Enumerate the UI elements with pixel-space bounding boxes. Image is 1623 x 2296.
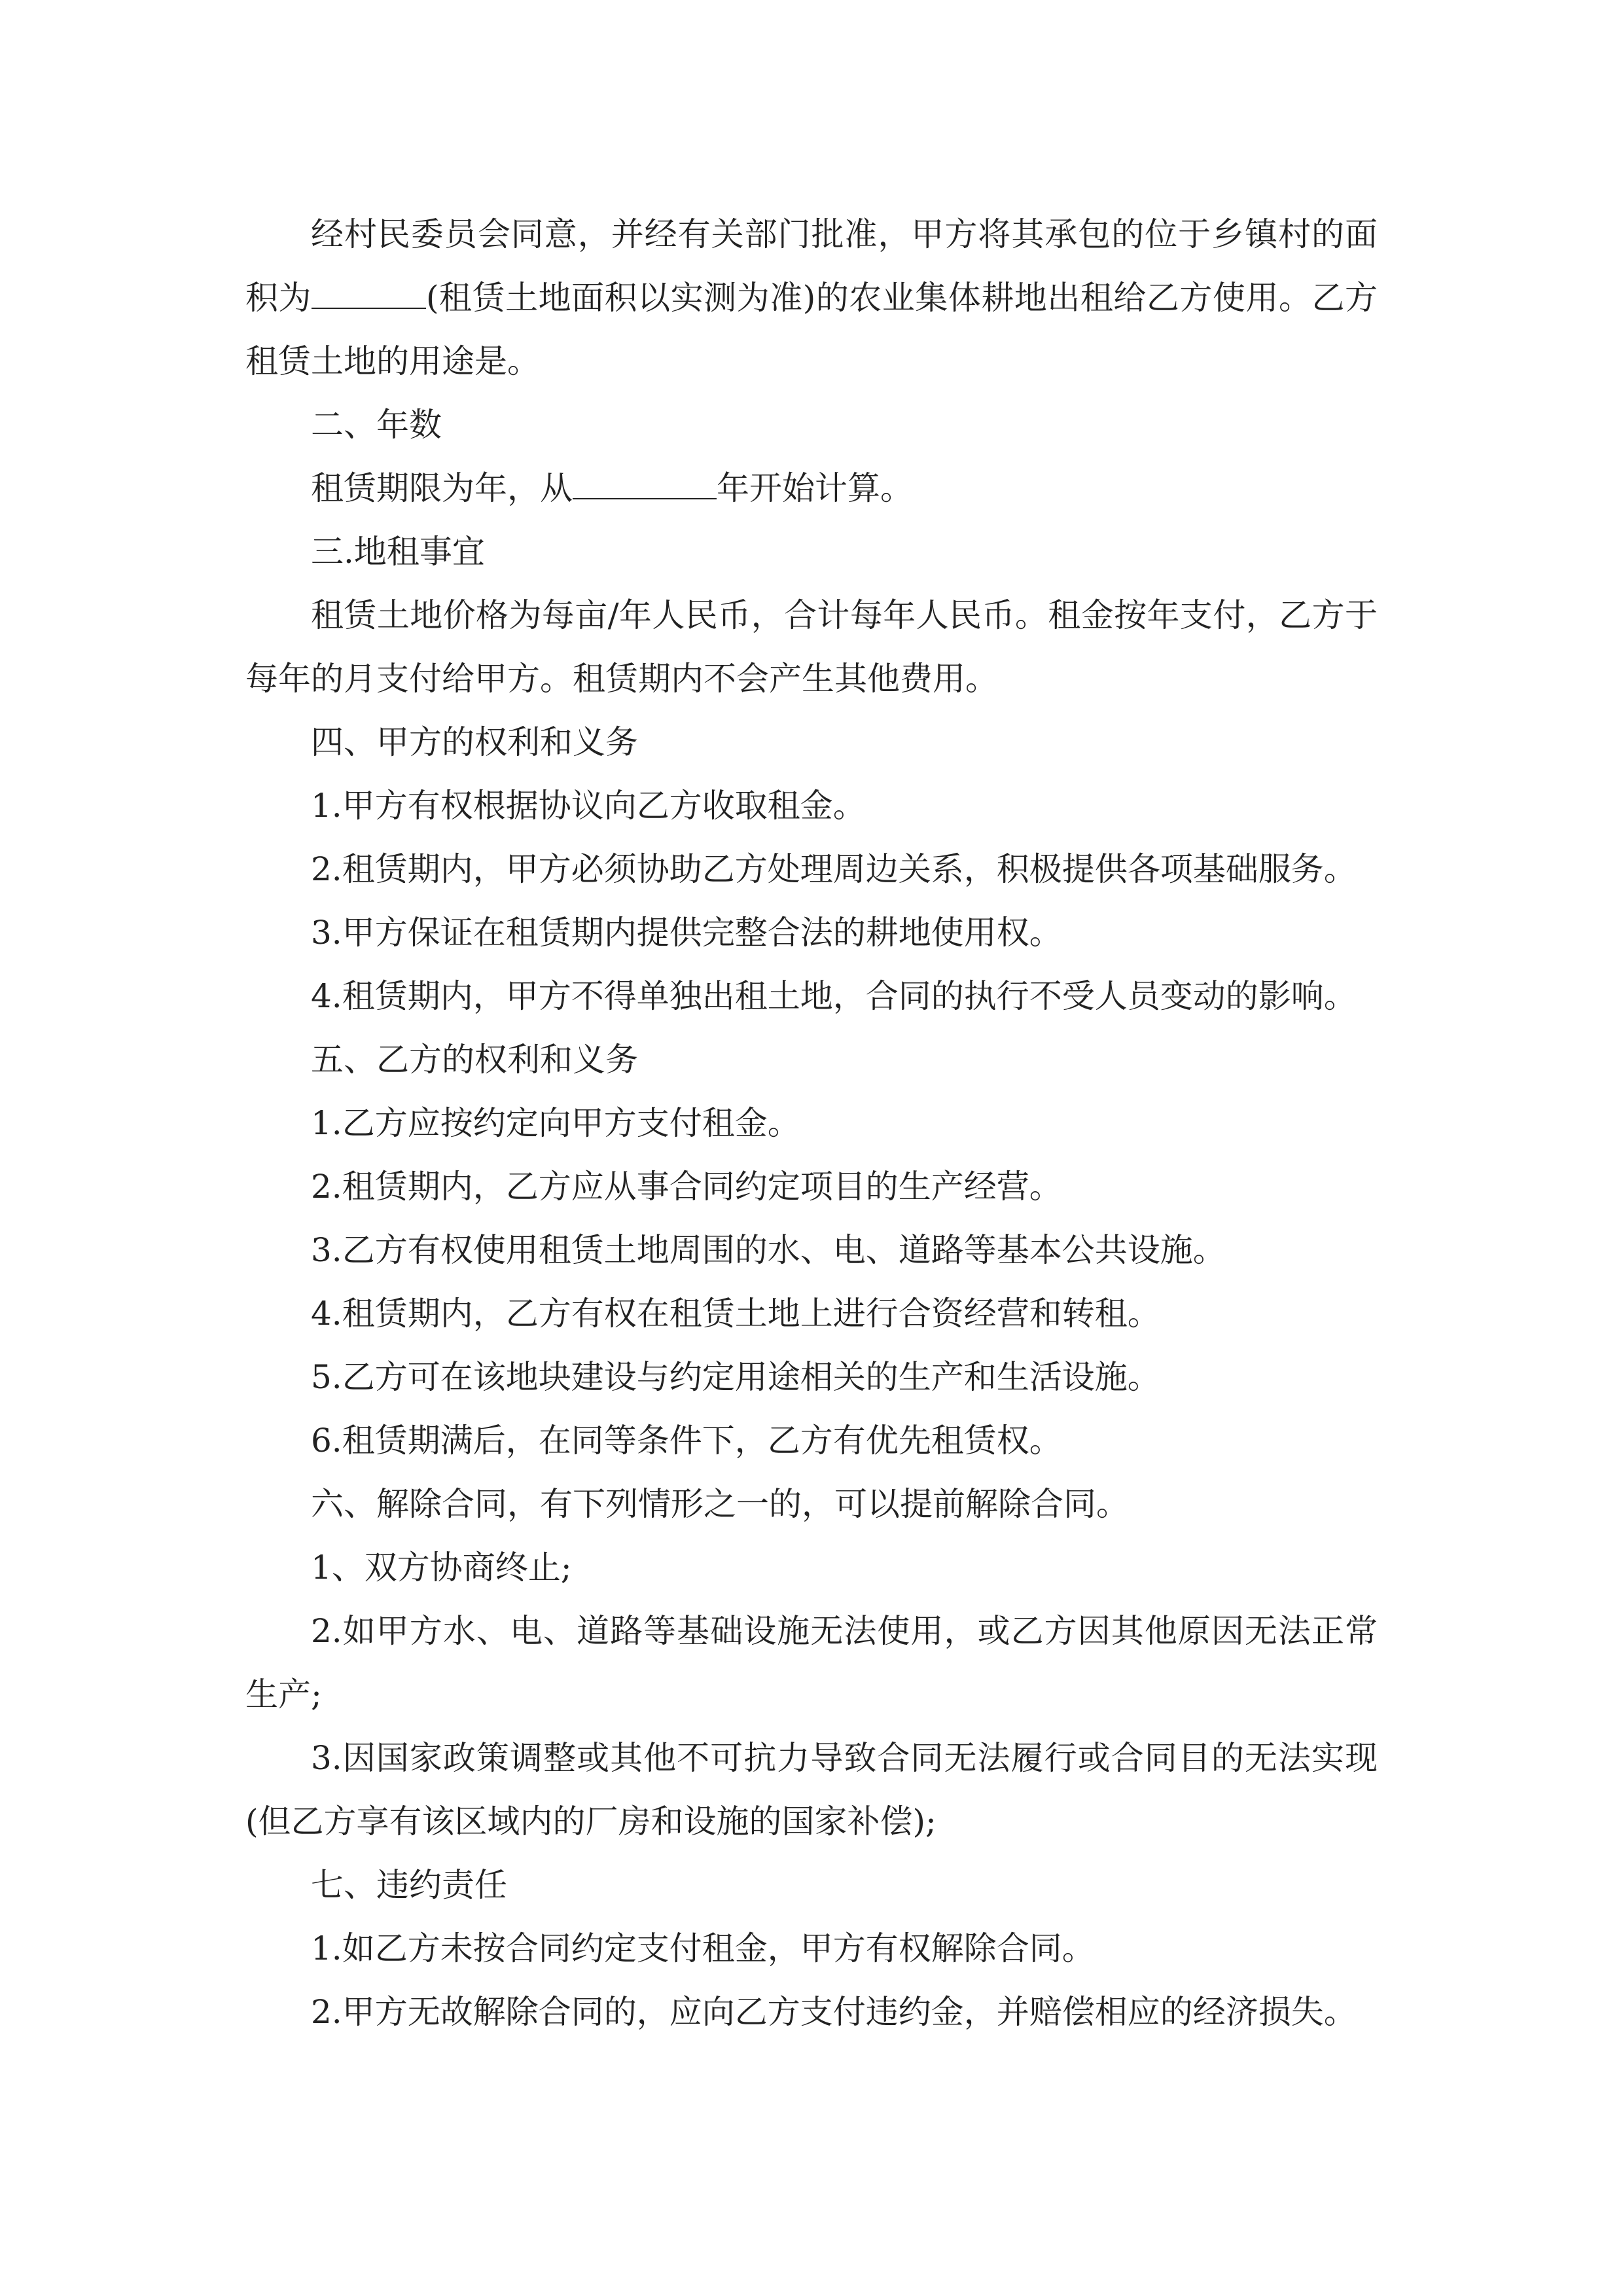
paragraph-p1 (245, 203, 1378, 393)
paragraph-p4: 三.地租事宜 (311, 533, 485, 571)
paragraph-p18: 六、解除合同，有下列情形之一的，可以提前解除合同。 (311, 1485, 1129, 1523)
paragraph-p11: 五、乙方的权利和义务 (311, 1041, 638, 1079)
paragraph-p15: 4.租赁期内，乙方有权在租赁土地上进行合资经营和转租。 (311, 1295, 1160, 1333)
fill-in-blank (573, 469, 717, 499)
document-body (245, 203, 1378, 2044)
paragraph-p19: 1、双方协商终止; (311, 1549, 572, 1587)
paragraph-p17: 6.租赁期满后，在同等条件下，乙方有优先租赁权。 (311, 1422, 1062, 1460)
paragraph-p20: 2.如甲方水、电、道路等基础设施无法使用，或乙方因其他原因无法正常生产; (245, 1612, 1378, 1713)
paragraph-p9: 3.甲方保证在租赁期内提供完整合法的耕地使用权。 (311, 914, 1062, 952)
paragraph-p8: 2.租赁期内，甲方必须协助乙方处理周边关系，积极提供各项基础服务。 (311, 850, 1357, 888)
paragraph-p3-text-0: 租赁期限为年，从 (311, 469, 573, 507)
paragraph-p23: 1.如乙方未按合同约定支付租金，甲方有权解除合同。 (311, 1929, 1095, 1967)
paragraph-p3 (245, 457, 1378, 520)
paragraph-p21: 3.因国家政策调整或其他不可抗力导致合同无法履行或合同目的无法实现(但乙方享有该区域内的厂房和设施的国家补偿); (245, 1739, 1378, 1840)
paragraph-p2: 二、年数 (311, 406, 442, 444)
paragraph-p10: 4.租赁期内，甲方不得单独出租土地，合同的执行不受人员变动的影响。 (311, 977, 1357, 1015)
paragraph-p7: 1.甲方有权根据协议向乙方收取租金。 (311, 787, 866, 825)
paragraph-p1-text-0: 经村民委员会同意，并经有关部门批准，甲方将其承包的位于乡镇村的面积为 (245, 215, 1378, 317)
paragraph-p22: 七、违约责任 (311, 1866, 507, 1904)
paragraph-p12: 1.乙方应按约定向甲方支付租金。 (311, 1104, 800, 1142)
paragraph-p16: 5.乙方可在该地块建设与约定用途相关的生产和生活设施。 (311, 1358, 1160, 1396)
paragraph-p1-text-1: (租赁土地面积以实测为准)的农业集体耕地出租给乙方使用。乙方租赁土地的用途是。 (245, 279, 1378, 380)
paragraph-p6: 四、甲方的权利和义务 (311, 723, 638, 761)
fill-in-blank (312, 278, 426, 309)
paragraph-p3-text-1: 年开始计算。 (717, 469, 913, 507)
paragraph-p5: 租赁土地价格为每亩/年人民币，合计每年人民币。租金按年支付，乙方于每年的月支付给甲方。租赁期内不会产生其他费用。 (245, 596, 1378, 698)
paragraph-p13: 2.租赁期内，乙方应从事合同约定项目的生产经营。 (311, 1168, 1062, 1206)
paragraph-p24: 2.甲方无故解除合同的，应向乙方支付违约金，并赔偿相应的经济损失。 (311, 1993, 1357, 2031)
paragraph-p14: 3.乙方有权使用租赁土地周围的水、电、道路等基本公共设施。 (311, 1231, 1226, 1269)
